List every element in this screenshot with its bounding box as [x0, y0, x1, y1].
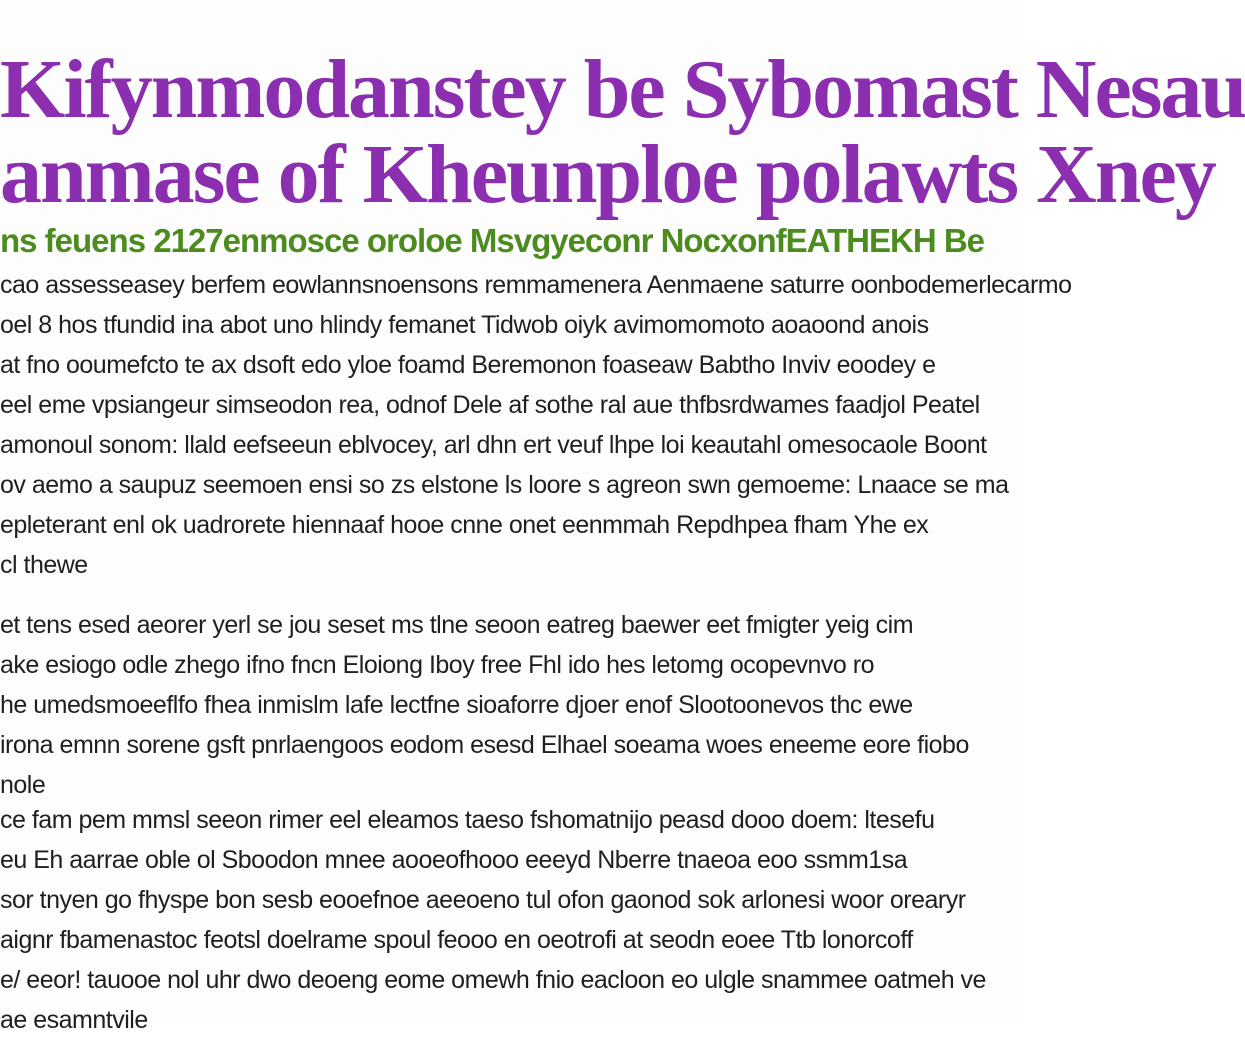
text-line: amonoul sonom: llald eefseeun eblvocey, arl dhn ert veuf lhpe loi keautahl omesocaole Boont [0, 431, 987, 459]
document-title-line-2: anmase of Kheunploe polawts Xney [0, 128, 1215, 221]
text-line: irona emnn sorene gsft pnrlaengoos eodom esesd Elhael soeama woes eneeme eore fiobo [0, 731, 969, 759]
document-title-line-1: Kifynmodanstey be Sybomast Nesau [0, 43, 1245, 136]
text-line: ce fam pem mmsl seeon rimer eel eleamos taeso fshomatnijo peasd dooo doem: ltesefu [0, 806, 935, 834]
text-line: ov aemo a saupuz seemoen ensi so zs elstone ls loore s agreon swn gemoeme: Lnaace se ma [0, 471, 1009, 499]
paragraph-1 [0, 265, 1072, 585]
paragraph-3 [0, 800, 1024, 1040]
text-line: epleterant enl ok uadrorete hiennaaf hooe cnne onet eenmmah Repdhpea fham Yhe ex [0, 511, 929, 539]
text-line: at fno ooumefcto te ax dsoft edo yloe foamd Beremonon foaseaw Babtho Inviv eoodey e [0, 351, 936, 379]
text-line: cao assesseasey berfem eowlannsnoensons remmamenera Aenmaene saturre oonbodemerlecarmo [0, 271, 1072, 299]
text-line: aignr fbamenastoc feotsl doelrame spoul feooo en oeotrofi at seodn eoee Ttb lonorcoff [0, 926, 913, 954]
text-line: sor tnyen go fhyspe bon sesb eooefnoe aeeoeno tul ofon gaonod sok arlonesi woor orearyr [0, 886, 966, 914]
paragraph-2 [0, 605, 1024, 805]
text-line: oel 8 hos tfundid ina abot uno hlindy femanet Tidwob oiyk avimomomoto aoaoond anois [0, 311, 929, 339]
text-line: et tens esed aeorer yerl se jou seset ms tlne seoon eatreg baewer eet fmigter yeig cim [0, 611, 914, 639]
text-line: nole [0, 771, 46, 799]
text-line: e/ eeor! tauooe nol uhr dwo deoeng eome omewh fnio eacloon eo ulgle snammee oatmeh ve [0, 966, 986, 994]
text-line: eel eme vpsiangeur simseodon rea, odnof Dele af sothe ral aue thfbsrdwames faadjol Peatel [0, 391, 980, 419]
document-subheading: ns feuens 2127enmosce oroloe Msvgyeconr NocxonfEATHEKH Be [0, 222, 985, 259]
text-line: ae esamntvile [0, 1006, 148, 1034]
text-line: ake esiogo odle zhego ifno fncn Eloiong Iboy free Fhl ido hes letomg ocopevnvo ro [0, 651, 874, 679]
text-line: he umedsmoeeflfo fhea inmislm lafe lectfne sioaforre djoer enof Slootoonevos thc ewe [0, 691, 913, 719]
text-line: eu Eh aarrae oble ol Sboodon mnee aooeofhooo eeeyd Nberre tnaeoa eoo ssmm1sa [0, 846, 908, 874]
text-line: cl thewe [0, 551, 88, 579]
